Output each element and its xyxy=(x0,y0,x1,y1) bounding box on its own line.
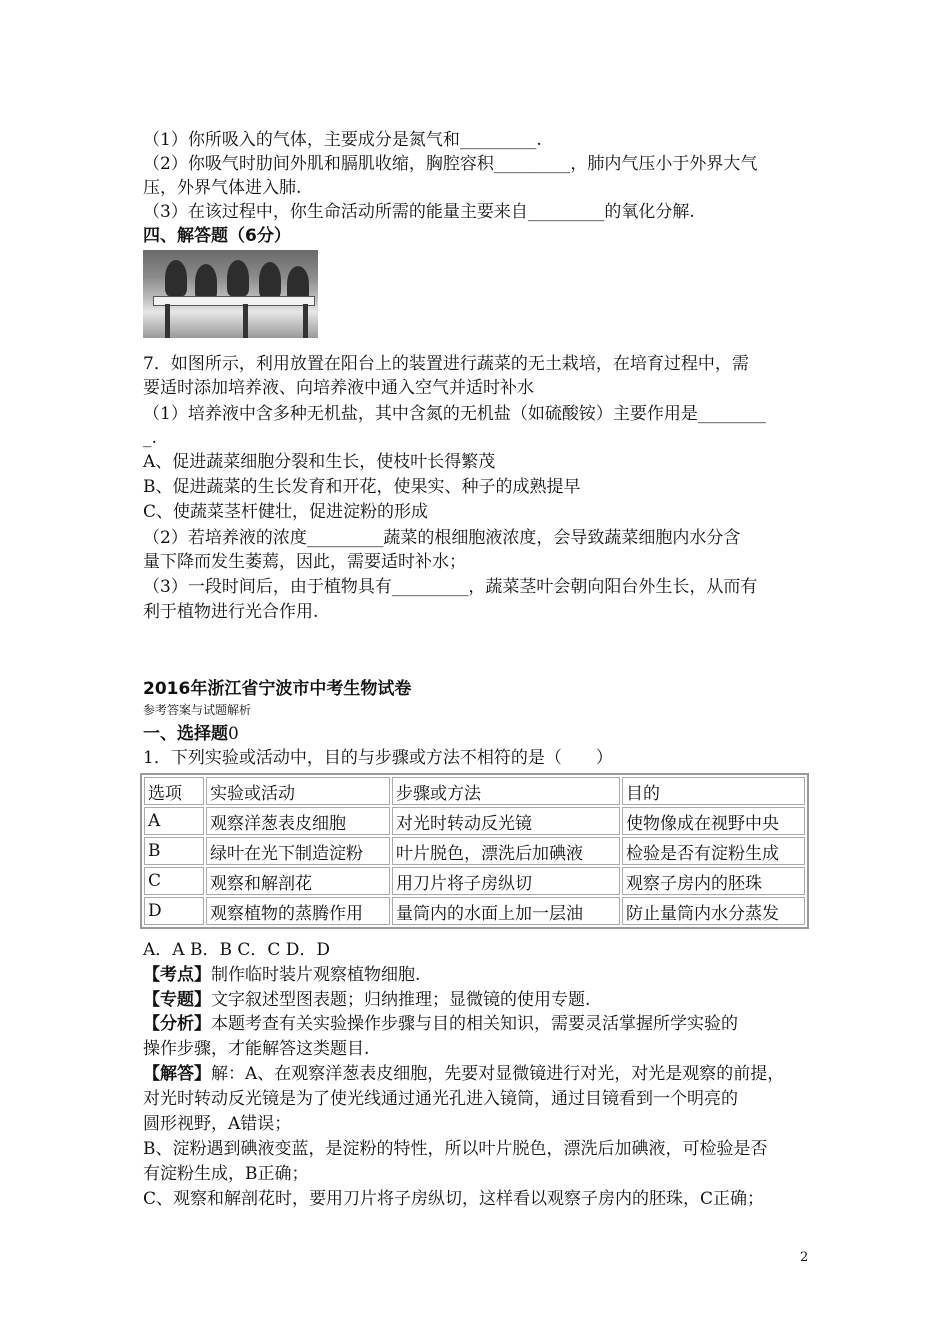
kaodian-line xyxy=(143,963,813,987)
q7-line-11: 利于植物进行光合作用. xyxy=(143,602,319,622)
table-cell: 使物像成在视野中央 xyxy=(622,807,805,835)
fill-line-2: （2）你吸气时肋间外肌和膈肌收缩，胸腔容积_________，肺内气压小于外界大气 xyxy=(143,154,758,174)
q7-line-8: （2）若培养液的浓度_________蔬菜的根细胞液浓度，会导致蔬菜细胞内水分含 xyxy=(143,528,741,548)
table-cell: 绿叶在光下制造淀粉 xyxy=(206,837,390,865)
q7-option-c: C、使蔬菜茎杆健壮，促进淀粉的形成 xyxy=(143,502,429,522)
q7-line-1: 7．如图所示，利用放置在阳台上的装置进行蔬菜的无土栽培，在培育过程中，需 xyxy=(143,354,749,374)
jieda-text: 解：A、在观察洋葱表皮细胞，先要对显微镜进行对光，对光是观察的前提， xyxy=(211,1064,785,1084)
kaodian-label: 【考点】 xyxy=(143,965,211,985)
table-cell: C xyxy=(144,867,204,895)
q1-options: A．A B．B C．C D．D xyxy=(143,940,331,960)
fill-line-4: （3）在该过程中，你生命活动所需的能量主要来自_________的氧化分解. xyxy=(143,202,695,222)
zhuanti-line xyxy=(143,988,813,1012)
section-1-label: 一、选择题 xyxy=(143,724,228,744)
table-row xyxy=(144,807,805,835)
table-row xyxy=(144,867,805,895)
balcony-hydroponics-photo xyxy=(143,250,318,338)
q7-line-10: （3）一段时间后，由于植物具有_________，蔬菜茎叶会朝向阳台外生长，从而有 xyxy=(143,577,758,597)
table-cell: B xyxy=(144,837,204,865)
table-cell: 观察洋葱表皮细胞 xyxy=(206,807,390,835)
table-cell: 用刀片将子房纵切 xyxy=(392,867,620,895)
table-cell: 叶片脱色，漂洗后加碘液 xyxy=(392,837,620,865)
table-header-row xyxy=(144,777,805,805)
section-1-suffix: 0 xyxy=(228,724,239,744)
q7-line-4: _. xyxy=(143,428,157,448)
fenxi-line-2: 操作步骤，才能解答这类题目. xyxy=(143,1039,370,1059)
jieda-line-6: C、观察和解剖花时，要用刀片将子房纵切，这样看以观察子房内的胚珠，C正确； xyxy=(143,1189,765,1209)
zhuanti-text: 文字叙述型图表题；归纳推理；显微镜的使用专题. xyxy=(211,990,591,1010)
jieda-line-5: 有淀粉生成，B正确； xyxy=(143,1164,309,1184)
fenxi-line-1 xyxy=(143,1012,813,1036)
header-cell: 选项 xyxy=(144,777,204,805)
section-1-title xyxy=(143,722,813,746)
q7-line-3: （1）培养液中含多种无机盐，其中含氮的无机盐（如硫酸铵）主要作用是________ xyxy=(143,404,766,424)
fill-line-1: （1）你所吸入的气体，主要成分是氮气和_________. xyxy=(143,130,542,150)
header-cell: 步骤或方法 xyxy=(392,777,620,805)
table-cell: 对光时转动反光镜 xyxy=(392,807,620,835)
fenxi-label: 【分析】 xyxy=(143,1014,211,1034)
table-cell: D xyxy=(144,897,204,925)
answer-subtitle: 参考答案与试题解析 xyxy=(143,703,252,717)
table-cell: 观察和解剖花 xyxy=(206,867,390,895)
q1-text: 1．下列实验或活动中，目的与步骤或方法不相符的是（ ） xyxy=(143,748,613,768)
table-cell: A xyxy=(144,807,204,835)
section-4-title: 四、解答题（6分） xyxy=(143,226,291,246)
q7-line-2: 要适时添加培养液、向培养液中通入空气并适时补水 xyxy=(143,378,534,398)
table-cell: 观察植物的蒸腾作用 xyxy=(206,897,390,925)
experiment-table xyxy=(140,773,809,929)
q7-option-a: A、促进蔬菜细胞分裂和生长，使枝叶长得繁茂 xyxy=(143,452,496,472)
table-cell: 防止量筒内水分蒸发 xyxy=(622,897,805,925)
jieda-line-2: 对光时转动反光镜是为了使光线通过通光孔进入镜筒，通过目镜看到一个明亮的 xyxy=(143,1089,738,1109)
kaodian-text: 制作临时装片观察植物细胞. xyxy=(211,965,421,985)
jieda-line-1 xyxy=(143,1062,813,1086)
q7-option-b: B、促进蔬菜的生长发育和开花，使果实、种子的成熟提早 xyxy=(143,477,581,497)
answer-title: 2016年浙江省宁波市中考生物试卷 xyxy=(143,679,412,699)
jieda-line-3: 圆形视野，A错误； xyxy=(143,1114,292,1134)
fenxi-text: 本题考查有关实验操作步骤与目的相关知识，需要灵活掌握所学实验的 xyxy=(211,1014,738,1034)
table-cell: 检验是否有淀粉生成 xyxy=(622,837,805,865)
q7-line-9: 量下降而发生萎蔫，因此，需要适时补水； xyxy=(143,552,466,572)
header-cell: 目的 xyxy=(622,777,805,805)
table-row xyxy=(144,897,805,925)
header-cell: 实验或活动 xyxy=(206,777,390,805)
fill-line-3: 压，外界气体进入肺. xyxy=(143,178,302,198)
table-cell: 观察子房内的胚珠 xyxy=(622,867,805,895)
table-cell: 量筒内的水面上加一层油 xyxy=(392,897,620,925)
page-number: 2 xyxy=(800,1250,809,1265)
table-row xyxy=(144,837,805,865)
jieda-line-4: B、淀粉遇到碘液变蓝，是淀粉的特性，所以叶片脱色，漂洗后加碘液，可检验是否 xyxy=(143,1139,768,1159)
jieda-label: 【解答】 xyxy=(143,1064,211,1084)
zhuanti-label: 【专题】 xyxy=(143,990,211,1010)
